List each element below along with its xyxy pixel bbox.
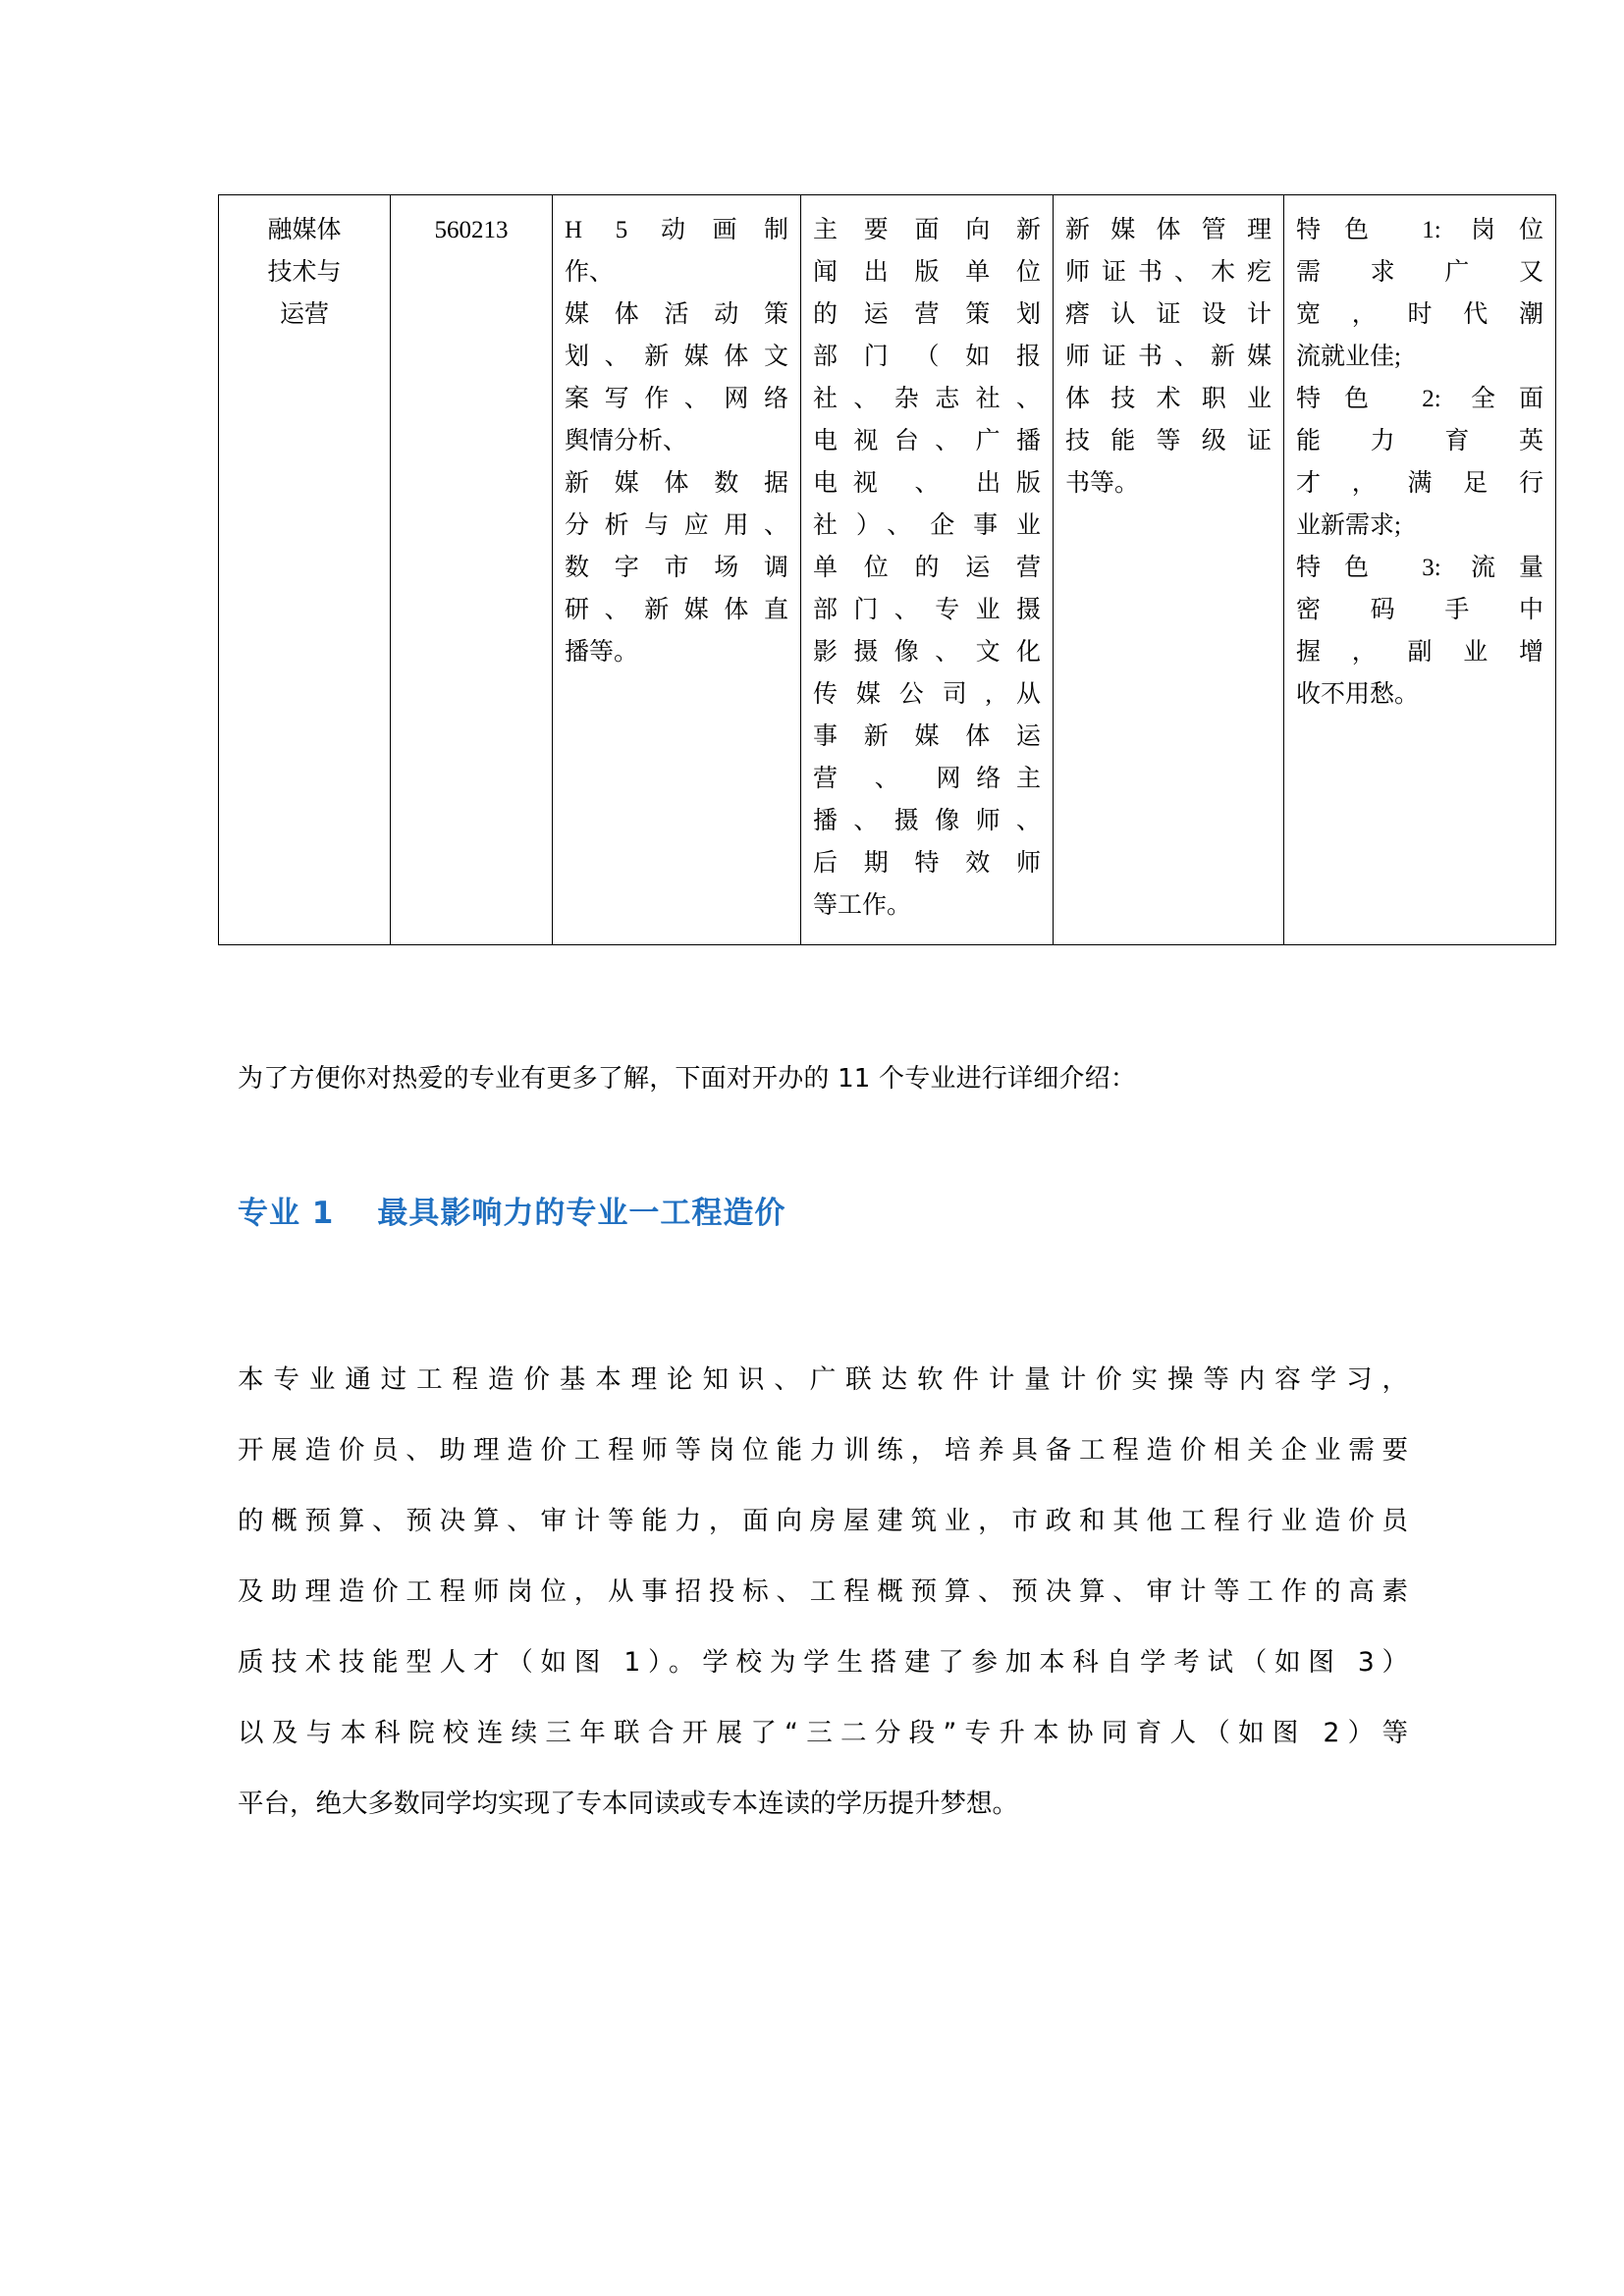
core-line-7: 新媒体数据 bbox=[565, 470, 788, 497]
body-paragraph bbox=[238, 1345, 1408, 1840]
employ-line-2: 闻出版单位 bbox=[813, 259, 1041, 286]
cell-features bbox=[1284, 195, 1556, 945]
employ-line-15: 播、摄像师、 bbox=[813, 808, 1041, 834]
cert-line-7: 书等。 bbox=[1065, 470, 1140, 497]
core-line-5: 案写作、网络 bbox=[565, 386, 788, 412]
cert-line-4: 师证书、新媒 bbox=[1065, 344, 1272, 370]
employ-line-10: 部门、专业摄 bbox=[813, 597, 1041, 623]
core-line-8: 分析与应用、 bbox=[565, 512, 788, 539]
feature-line-4: 流就业佳; bbox=[1296, 344, 1401, 370]
major-name-line-2: 技术与 bbox=[267, 259, 342, 286]
features-text bbox=[1296, 209, 1543, 716]
program-table-wrapper bbox=[218, 194, 1543, 945]
intro-paragraph: 为了方便你对热爱的专业有更多了解，下面对开办的 11 个专业进行详细介绍： bbox=[238, 1064, 1137, 1094]
employ-line-6: 电视台、广播 bbox=[813, 428, 1041, 454]
major-name-text bbox=[231, 209, 378, 336]
core-line-11: 播等。 bbox=[565, 639, 639, 666]
employ-line-3: 的运营策划 bbox=[813, 301, 1041, 328]
employ-line-4: 部门（如报 bbox=[813, 344, 1041, 370]
cell-core-courses bbox=[553, 195, 801, 945]
core-line-9: 数字市场调 bbox=[565, 555, 788, 581]
employ-line-7: 电视 、 出版 bbox=[813, 470, 1041, 497]
employ-line-14: 营 、 网络主 bbox=[813, 766, 1041, 792]
cell-major-code bbox=[391, 195, 553, 945]
core-line-10: 研、新媒体直 bbox=[565, 597, 788, 623]
core-line-4: 划、新媒体文 bbox=[565, 344, 788, 370]
cert-line-3: 瘩认证设计 bbox=[1065, 301, 1272, 328]
employ-line-13: 事新媒体运 bbox=[813, 723, 1041, 750]
para-line-3: 的概预算、预决算、审计等能力，面向房屋建筑业，市政和其他工程行业造价员 bbox=[238, 1506, 1408, 1536]
feature-line-1: 特色 1: 岗位 bbox=[1296, 217, 1543, 243]
core-line-6: 舆情分析、 bbox=[565, 428, 688, 454]
cert-line-5: 体技术职业 bbox=[1065, 386, 1272, 412]
heading-number: 专业 1 bbox=[238, 1196, 335, 1231]
para-line-2: 开展造价员、助理造价工程师等岗位能力训练，培养具备工程造价相关企业需要 bbox=[238, 1435, 1408, 1466]
feature-line-6: 能 力 育 英 bbox=[1296, 428, 1543, 454]
para-line-4: 及助理造价工程师岗位，从事招投标、工程概预算、预决算、审计等工作的高素 bbox=[238, 1576, 1408, 1607]
para-line-1: 本专业通过工程造价基本理论知识、广联达软件计量计价实操等内容学习， bbox=[238, 1364, 1408, 1395]
employment-text bbox=[813, 209, 1041, 927]
heading-title: 最具影响力的专业一工程造价 bbox=[377, 1196, 786, 1231]
cell-certificates bbox=[1054, 195, 1284, 945]
certificates-text bbox=[1065, 209, 1272, 505]
cert-line-1: 新媒体管理 bbox=[1065, 217, 1272, 243]
employ-line-1: 主要面向新 bbox=[813, 217, 1041, 243]
cert-line-2: 师证书、木疙 bbox=[1065, 259, 1272, 286]
core-line-1: H 5 动画制 bbox=[565, 217, 788, 243]
cert-line-6: 技能等级证 bbox=[1065, 428, 1272, 454]
para-line-7: 平台，绝大多数同学均实现了专本同读或专本连读的学历提升梦想。 bbox=[238, 1789, 1018, 1819]
para-line-5: 质技术技能型人才（如图 1）。学校为学生搭建了参加本科自学考试（如图 3） bbox=[238, 1647, 1408, 1678]
employ-line-5: 社、杂志社、 bbox=[813, 386, 1041, 412]
feature-line-10: 密 码 手 中 bbox=[1296, 597, 1543, 623]
employ-line-8: 社）、企事业 bbox=[813, 512, 1041, 539]
core-line-2: 作、 bbox=[565, 259, 615, 286]
feature-line-8: 业新需求; bbox=[1296, 512, 1401, 539]
employ-line-12: 传媒公司, 从 bbox=[813, 681, 1041, 708]
feature-line-12: 收不用愁。 bbox=[1296, 681, 1420, 708]
core-line-3: 媒体活动策 bbox=[565, 301, 788, 328]
cell-major-name bbox=[219, 195, 391, 945]
core-courses-text bbox=[565, 209, 788, 673]
feature-line-2: 需 求 广 又 bbox=[1296, 259, 1543, 286]
feature-line-5: 特色 2: 全面 bbox=[1296, 386, 1543, 412]
major-name-line-1: 融媒体 bbox=[267, 217, 342, 243]
major-code-text: 560213 bbox=[434, 217, 509, 243]
para-line-6: 以及与本科院校连续三年联合开展了“三二分段”专升本协同育人（如图 2）等 bbox=[238, 1718, 1408, 1748]
feature-line-11: 握，副业增 bbox=[1296, 639, 1543, 666]
feature-line-7: 才，满足行 bbox=[1296, 470, 1543, 497]
employ-line-17: 等工作。 bbox=[813, 892, 912, 919]
employ-line-16: 后期特效师 bbox=[813, 850, 1041, 877]
feature-line-9: 特色 3: 流量 bbox=[1296, 555, 1543, 581]
page-title bbox=[238, 1188, 785, 1232]
major-name-line-3: 运营 bbox=[279, 301, 329, 328]
employ-line-11: 影摄像、文化 bbox=[813, 639, 1041, 666]
feature-line-3: 宽，时代潮 bbox=[1296, 301, 1543, 328]
program-table bbox=[218, 194, 1556, 945]
employ-line-9: 单位的运营 bbox=[813, 555, 1041, 581]
cell-employment bbox=[801, 195, 1054, 945]
table-row bbox=[219, 195, 1556, 945]
